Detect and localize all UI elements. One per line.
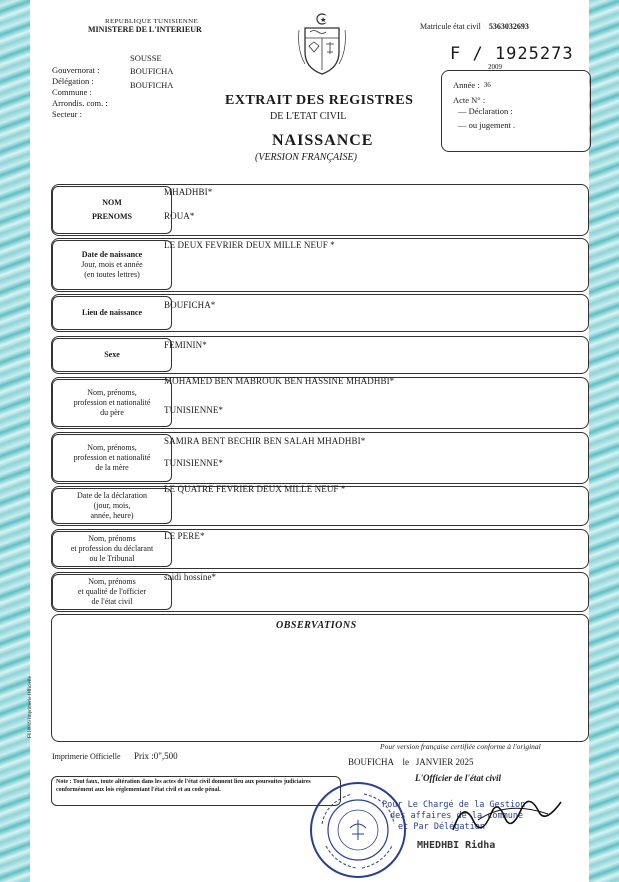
sexe-value: FEMININ* bbox=[164, 340, 207, 350]
serial-year: 2009 bbox=[488, 63, 502, 71]
date-label-1: Date de naissance bbox=[81, 250, 143, 259]
right-decorative-border bbox=[589, 0, 619, 882]
pere-label-2: profession et nationalité bbox=[73, 398, 151, 407]
mere-label-2: profession et nationalité bbox=[73, 453, 151, 462]
title-version: (VERSION FRANÇAISE) bbox=[255, 152, 357, 163]
mere-value-2: TUNISIENNE* bbox=[164, 458, 224, 468]
declarant-label-3: ou le Tribunal bbox=[89, 554, 135, 563]
lieu-value: BOUFICHA* bbox=[164, 300, 216, 310]
declaration-label: — Déclaration : bbox=[458, 106, 513, 116]
arrondis-label: Arrondis. com. : bbox=[52, 98, 108, 108]
decl-label-1: Date de la déclaration bbox=[77, 491, 147, 500]
decl-label-3: année, heure) bbox=[90, 511, 134, 520]
officier-label-cell bbox=[52, 574, 172, 610]
lieu-label: Lieu de naissance bbox=[81, 308, 142, 317]
place-date: BOUFICHA le JANVIER 2025 bbox=[348, 757, 474, 767]
document-sheet bbox=[30, 0, 589, 882]
declarant-label-1: Nom, prénoms bbox=[88, 534, 136, 543]
nom-value: MHADHBI* bbox=[164, 187, 213, 197]
republic-label: REPUBLIQUE TUNISIENNE bbox=[105, 17, 199, 25]
lieu-label-cell bbox=[52, 296, 172, 330]
officier-value: saidi hossine* bbox=[164, 572, 217, 582]
jugement-label: — ou jugement . bbox=[458, 120, 516, 130]
signer-name: MHEDHBI Ridha bbox=[417, 840, 496, 851]
commune-label: Commune : bbox=[52, 87, 92, 97]
ministry-label: MINISTERE DE L'INTERIEUR bbox=[88, 25, 202, 34]
date-label-cell bbox=[52, 240, 172, 290]
date-value: LE DEUX FEVRIER DEUX MILLE NEUF * bbox=[164, 240, 335, 250]
mere-label-1: Nom, prénoms, bbox=[87, 443, 137, 452]
decl-label-2: (jour, mois, bbox=[93, 501, 131, 510]
acte-label: Acte N° : bbox=[453, 95, 486, 105]
commune-value: BOUFICHA bbox=[130, 80, 174, 90]
declarant-label-2: et profession du déclarant bbox=[70, 544, 154, 553]
officier-etat-civil-label: L'Officier de l'état civil bbox=[415, 773, 502, 783]
pere-value-1: MOHAMED BEN MABROUK BEN HASSINE MHADHBI* bbox=[164, 376, 395, 386]
nom-label-cell bbox=[52, 186, 172, 234]
signer-line-2: des affaires de la commune bbox=[390, 811, 524, 821]
officier-label-2: et qualité de l'officier bbox=[77, 587, 147, 596]
matricule-value: 5363032693 bbox=[488, 22, 529, 31]
note-text: Note : Tout faux, toute altération dans les actes de l'état civil donnent lieu aux poursuites judiciaires conformément aux lois réglementant l'état civil et au code pénal. bbox=[56, 779, 311, 793]
official-stamp-icon bbox=[310, 782, 406, 878]
left-decorative-border bbox=[0, 0, 30, 882]
pere-label-1: Nom, prénoms, bbox=[87, 388, 137, 397]
mere-label-cell bbox=[52, 434, 172, 482]
mere-value-1: SAMIRA BENT BECHIR BEN SALAH MHADHBI* bbox=[164, 436, 366, 446]
signer-line-1: Pour Le Chargé de la Gestion bbox=[382, 800, 526, 810]
matricule-label: Matricule état civil bbox=[420, 22, 481, 31]
declarant-label-cell bbox=[52, 531, 172, 567]
nom-label: NOM bbox=[102, 198, 122, 207]
side-printer-note: F010019 Imprimerie Officielle bbox=[28, 676, 33, 738]
prenoms-value: ROUA* bbox=[164, 211, 195, 221]
sexe-label: Sexe bbox=[104, 350, 120, 359]
secteur-label: Secteur : bbox=[52, 109, 82, 119]
delegation-label: Délégation : bbox=[52, 76, 94, 86]
matricule-row bbox=[420, 22, 529, 31]
title-naissance: NAISSANCE bbox=[272, 132, 374, 149]
decl-label-cell bbox=[52, 488, 172, 524]
serial-number: F / 1925273 bbox=[450, 44, 574, 64]
prix-label: Prix :0",500 bbox=[134, 751, 178, 761]
title-extrait: EXTRAIT DES REGISTRES bbox=[225, 93, 414, 108]
decl-value: LE QUATRE FEVRIER DEUX MILLE NEUF * bbox=[164, 484, 346, 494]
observations-label: OBSERVATIONS bbox=[276, 620, 357, 631]
officier-label-3: de l'état civil bbox=[91, 597, 133, 606]
date-label-3: (en toutes lettres) bbox=[84, 270, 140, 279]
delegation-value: BOUFICHA bbox=[130, 66, 174, 76]
pere-label-cell bbox=[52, 379, 172, 427]
prenoms-label: PRENOMS bbox=[92, 212, 132, 221]
mere-label-3: de la mère bbox=[95, 463, 129, 472]
gouvernorat-value: SOUSSE bbox=[130, 53, 162, 63]
gouvernorat-label: Gouvernorat : bbox=[52, 65, 100, 75]
observations-frame bbox=[51, 614, 589, 742]
imprimerie-label: Imprimerie Officielle bbox=[52, 752, 121, 761]
signature-icon bbox=[448, 790, 568, 840]
officier-label-1: Nom, prénoms bbox=[88, 577, 136, 586]
annee-value: 36 bbox=[483, 81, 491, 89]
declarant-value: LE PERE* bbox=[164, 531, 205, 541]
pere-label-3: du père bbox=[100, 408, 124, 417]
signer-line-3: et Par Délégation bbox=[398, 822, 485, 832]
pere-value-2: TUNISIENNE* bbox=[164, 405, 224, 415]
tunisia-emblem-icon bbox=[297, 12, 347, 78]
annee-label: Année : bbox=[453, 80, 480, 90]
title-etat-civil: DE L'ETAT CIVIL bbox=[270, 111, 347, 122]
sexe-label-cell bbox=[52, 338, 172, 372]
date-label-2: Jour, mois et année bbox=[81, 260, 143, 269]
certified-text: Pour version française certifiée conforme à l'original bbox=[380, 742, 541, 751]
annee-row bbox=[453, 80, 491, 91]
